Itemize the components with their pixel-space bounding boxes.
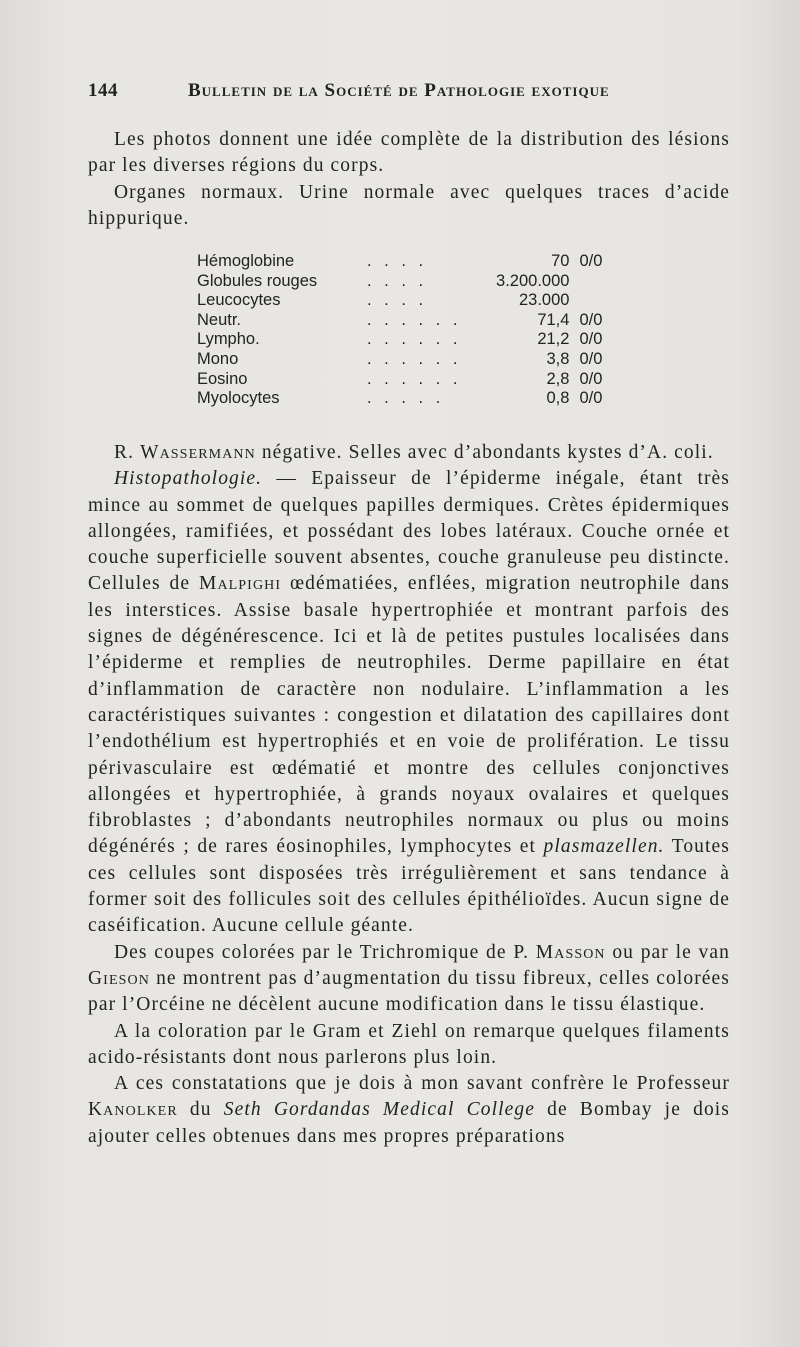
lab-leader-dots: . . . . . .	[367, 349, 462, 368]
page-number: 144	[88, 80, 118, 101]
lab-name: Leucocytes	[197, 291, 281, 310]
lab-row	[197, 291, 619, 311]
lab-leader-dots: . . . . . .	[367, 310, 462, 329]
author-wassermann: Wassermann	[140, 442, 256, 463]
lab-row	[197, 311, 619, 331]
lab-row	[197, 252, 619, 272]
lab-value: 23.000	[518, 291, 570, 310]
author-gieson: Gieson	[88, 967, 150, 989]
lab-row	[197, 330, 619, 350]
paragraph-constatations: A ces constatations que je dois à mon savant confrère le Professeur Kanolker du Seth Gordandas Medical College de Bombay je dois ajouter celles obtenues dans mes propres préparations	[88, 1073, 730, 1147]
lab-name: Lympho.	[197, 330, 260, 349]
author-malpighi: Malpighi	[199, 573, 282, 595]
lab-leader-dots: . . . .	[367, 291, 428, 310]
section-title-histopathologie: Histopathologie.	[114, 468, 263, 490]
lab-value: 70	[551, 252, 570, 270]
author-kanolker: Kanolker	[88, 1099, 178, 1121]
lab-unit: 0/0	[579, 389, 603, 408]
lab-value: 3.200.000	[496, 271, 570, 290]
paragraph-photos: Les photos donnent une idée complète de la distribution des lésions par les diverses régions du corps.	[88, 129, 730, 177]
intro-text	[88, 127, 730, 232]
blood-count-table	[197, 252, 619, 409]
lab-leader-dots: . . . . .	[367, 389, 445, 408]
lab-leader-dots: . . . .	[367, 252, 428, 270]
running-header	[88, 80, 648, 102]
term-plasmazellen: plasmazellen.	[543, 836, 665, 858]
lab-unit: 0/0	[579, 330, 603, 349]
author-masson: Masson	[535, 941, 606, 963]
lab-name: Globules rouges	[197, 271, 318, 290]
paragraph-gram: A la coloration par le Gram et Ziehl on remarque quelques filaments acido-résistants dont nous parlerons plus loin.	[88, 1020, 730, 1068]
lab-leader-dots: . . . . . .	[367, 369, 462, 388]
lab-unit: 0/0	[579, 369, 603, 388]
lab-unit: 0/0	[579, 310, 603, 329]
college-name: Seth Gordandas Medical College	[223, 1099, 535, 1121]
lab-leader-dots: . . . .	[367, 271, 428, 290]
lab-value: 21,2	[537, 330, 570, 349]
paragraph-organes: Organes normaux. Urine normale avec quelques traces d’acide hippurique.	[88, 181, 730, 229]
lab-leader-dots: . . . . . .	[367, 330, 462, 349]
lab-unit	[579, 291, 619, 311]
running-title: Bulletin de la Société de Pathologie exotique	[188, 80, 610, 101]
lab-value: 2,8	[546, 369, 570, 388]
lab-name: Myolocytes	[197, 389, 280, 408]
paragraph-wassermann: R. Wassermann négative. Selles avec d’abondants kystes d’A. coli.	[114, 442, 714, 463]
lab-unit: 0/0	[579, 349, 603, 368]
lab-row	[197, 389, 619, 409]
lab-name: Mono	[197, 349, 239, 368]
lab-row	[197, 370, 619, 390]
lab-unit: 0/0	[579, 252, 603, 270]
lab-row	[197, 350, 619, 370]
lab-name: Neutr.	[197, 310, 242, 329]
lab-value: 3,8	[546, 349, 570, 368]
lab-value: 0,8	[546, 389, 570, 408]
lab-row	[197, 272, 619, 292]
paragraph-coupes: Des coupes colorées par le Trichromique de P. Masson ou par le van Gieson ne montrent pas d’augmentation du tissu fibreux, celles colorées par l’Orcéine ne décèlent aucune modification dans le tissu élastique.	[88, 941, 730, 1016]
lab-name: Eosino	[197, 369, 248, 388]
main-text	[88, 440, 730, 1150]
lab-value: 71,4	[537, 310, 570, 329]
lab-name: Hémoglobine	[197, 252, 295, 270]
lab-unit	[579, 272, 619, 292]
paragraph-histopathologie: Histopathologie. — Epaisseur de l’épiderme inégale, étant très mince au sommet de quelques papilles dermiques. Crètes épidermiques allongées, ramifiées, et possédant des lobes latéraux. Couche ornée et couche superficielle souvent absentes, couche granuleuse peu distincte. Cellules de Malpighi œdématiées, enflées, migration neutrophile dans les interstices. Assise basale hypertrophiée et montrant parfois des signes de dégénérescence. Ici et là de petites pustules localisées dans l’épiderme et remplies de neutrophiles. Derme papillaire en état d’inflammation de caractère non nodulaire. L’inflammation a les caractéristiques suivantes : congestion et dilatation des capillaires dont l’endothélium est hypertrophiés et en voie de prolifération. Le tissu périvasculaire est œdématié et montre des cellules conjonctives allongées et hypertrophiée, à grands noyaux ovalaires et quelques fibroblastes ; d’abondants neutrophiles normaux ou plus ou moins dégénérés ; de rares éosinophiles, lymphocytes et plasmazellen. Toutes ces cellules sont disposées très irrégulièrement et sans tendance à former soit des follicules soit des cellules épithélioïdes. Aucun signe de caséification. Aucune cellule géante.	[88, 468, 730, 937]
